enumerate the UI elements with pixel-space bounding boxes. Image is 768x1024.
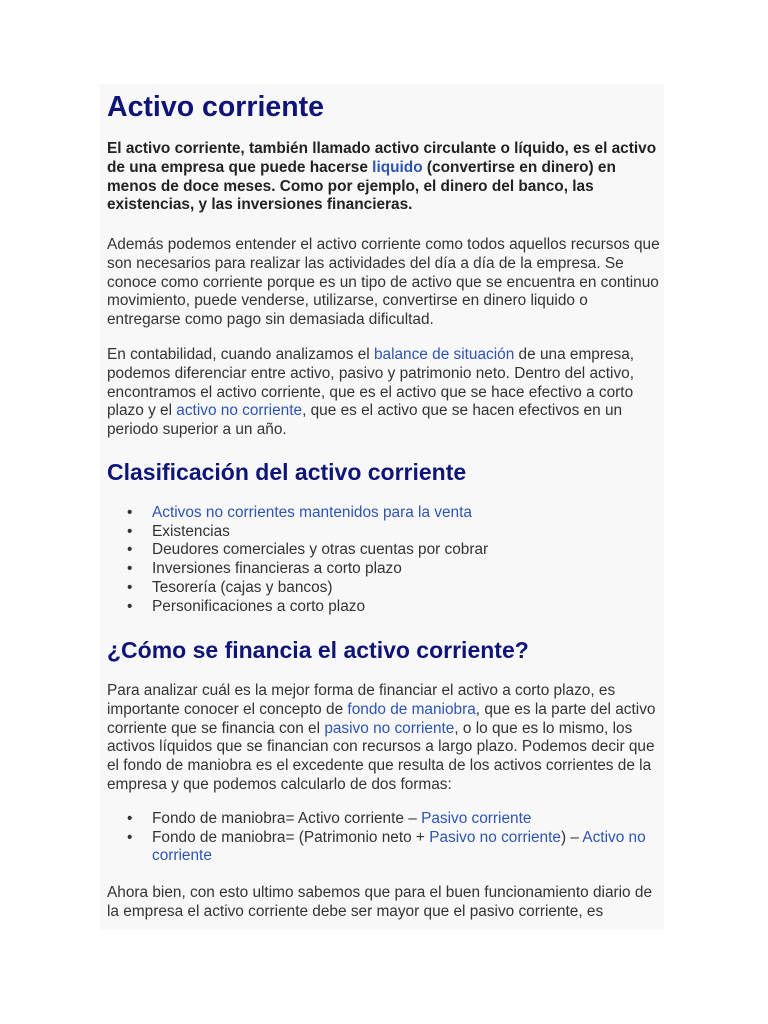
pasivo-no-corriente-link-2[interactable]: Pasivo no corriente <box>429 828 561 846</box>
list-item: • Existencias <box>107 523 663 542</box>
fondo-de-maniobra-link[interactable]: fondo de maniobra <box>347 700 476 718</box>
paragraph-2-text: En contabilidad, cuando analizamos el <box>107 346 374 363</box>
pasivo-corriente-link[interactable]: Pasivo corriente <box>421 810 532 827</box>
list-item: • Deudores comerciales y otras cuentas por cobrar <box>107 541 663 560</box>
formula-text: ) – <box>560 828 583 846</box>
closing-paragraph: Ahora bien, con esto ultimo sabemos que para el buen funcionamiento diario de la empresa el activo corriente debe ser mayor que el pasivo corriente, es <box>107 884 653 920</box>
activos-no-corrientes-link[interactable]: Activos no corrientes mantenidos para la venta <box>152 504 472 521</box>
intro-paragraph <box>107 140 663 215</box>
list-item[interactable] <box>107 504 663 523</box>
paragraph-3-text: Para analizar cuál es la mejor forma de financiar el activo a corto plazo, es importante conocer el concepto de <box>107 682 616 718</box>
paragraph-3-text: , o lo que es lo mismo, los activos líquidos que se financian con recursos a largo plazo. Podemos decir que el fondo de maniobra es el excedente que resulta de los activos corrientes de la empresa y que podemos calcularlo de dos formas: <box>107 719 655 793</box>
balance-de-situacion-link[interactable]: balance de situación <box>373 346 515 363</box>
section-heading-clasificacion: Clasificación del activo corriente <box>107 459 467 485</box>
section-heading-financia: ¿Cómo se financia el activo corriente? <box>107 637 529 663</box>
intro-text-end: (convertirse en dinero) en menos de doce meses. Como por ejemplo, el dinero del banco, las existencias, y las inversiones financieras. <box>107 158 616 214</box>
classification-list <box>107 504 663 616</box>
paragraph-3-text: , que es la parte del activo corriente que se financia con el <box>107 700 656 737</box>
formula-item <box>107 810 663 829</box>
formula-text: Fondo de maniobra= Activo corriente – <box>152 810 422 827</box>
activo-no-corriente-link[interactable]: activo no corriente <box>176 402 303 420</box>
paragraph-2-text: de una empresa, podemos diferenciar entre activo, pasivo y patrimonio neto. Dentro del activo, encontramos el activo corriente, que es el activo que se hace efectivo a corto plazo y el <box>107 346 635 420</box>
paragraph-2-text: , que es el activo que se hacen efectivos en un periodo superior a un año. <box>107 402 623 439</box>
formula-list <box>107 810 663 866</box>
document-page <box>100 84 664 930</box>
list-item: • Tesorería (cajas y bancos) <box>107 579 663 598</box>
intro-text: El activo corriente, también llamado activo circulante o líquido, es el activo de una empresa que puede hacerse <box>107 140 657 176</box>
paragraph-1: Además podemos entender el activo corriente como todos aquellos recursos que son necesarios para realizar las actividades del día a día de la empresa. Se conoce como corriente porque es un tipo de activo que se encuentra en continuo movimiento, puede venderse, utilizarse, convertirse en dinero liquido o entregarse como pago sin demasiada dificultad. <box>107 236 660 329</box>
paragraph-2 <box>107 346 663 440</box>
pasivo-no-corriente-link[interactable]: pasivo no corriente <box>324 719 455 737</box>
page-title: Activo corriente <box>107 91 324 123</box>
formula-item <box>107 829 663 866</box>
list-item: • Personificaciones a corto plazo <box>107 598 663 617</box>
formula-text: Fondo de maniobra= (Patrimonio neto + <box>152 828 430 846</box>
list-item: • Inversiones financieras a corto plazo <box>107 560 663 579</box>
liquido-link[interactable]: liquido <box>372 158 423 176</box>
activo-no-corriente-link-2[interactable]: Activo no corriente <box>152 828 646 865</box>
paragraph-3 <box>107 682 663 795</box>
